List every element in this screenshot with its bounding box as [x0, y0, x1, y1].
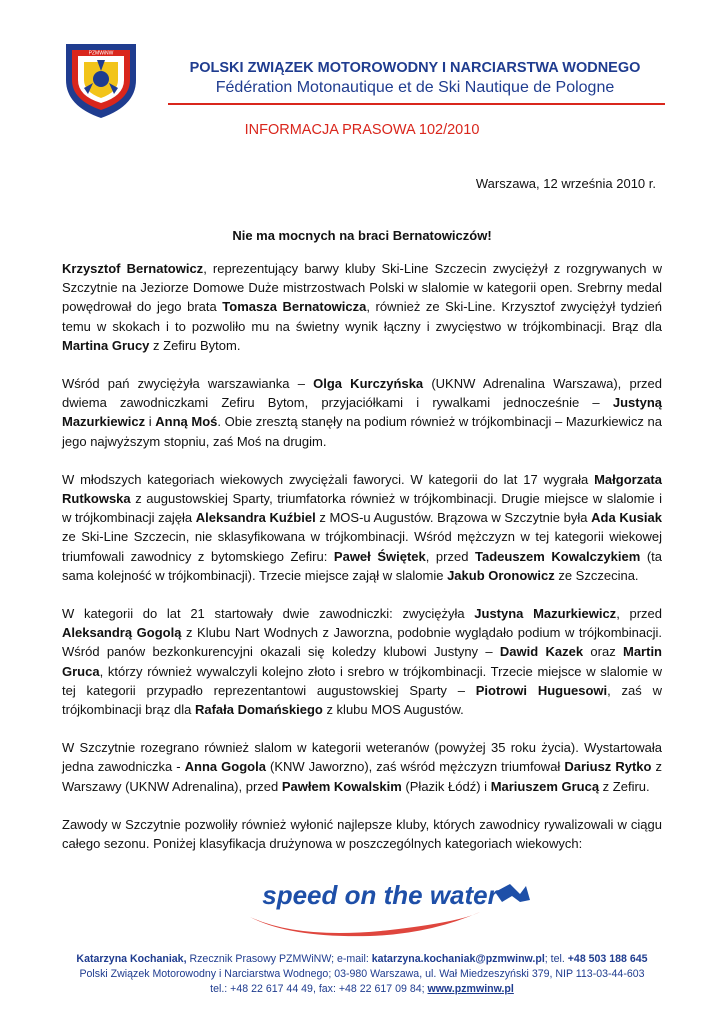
footer-name: Katarzyna Kochaniak,	[76, 953, 187, 965]
footer-tel-label: ; tel.	[544, 953, 568, 965]
paragraph-text: W Szczytnie rozegrano również slalom w kategorii weteranów (powyżej 35 roku życia). Wystartowała jedna zawodniczka -	[62, 740, 662, 775]
paragraph-text: (UKNW Adrenalina Warszawa), przed dwiema zawodniczkami Zefiru Bytom, przyjaciółkami i rywalkami jednocześnie –	[62, 376, 662, 411]
footer-email[interactable]: katarzyna.kochaniak@pzmwinw.pl	[371, 953, 545, 965]
organization-name-pl: POLSKI ZWIĄZEK MOTOROWODNY I NARCIARSTWA WODNEGO	[189, 60, 641, 76]
paragraph-text: (Płazik Łódź) i	[401, 778, 491, 794]
athlete-name: Justyną Mazurkiewicz	[62, 395, 662, 430]
athlete-name: Anna Gogola	[184, 759, 266, 775]
paragraph-text: ze Szczecina.	[554, 567, 639, 583]
athlete-name: Dawid Kazek	[499, 644, 584, 660]
athlete-name: Jakub Oronowicz	[447, 567, 555, 583]
athlete-name: Tomasza Bernatowicza	[222, 299, 367, 315]
athlete-name: Ada Kusiak	[591, 510, 662, 526]
athlete-name: Aleksandra Kuźbiel	[195, 510, 316, 526]
paragraph-text: W kategorii do lat 21 startowały dwie zawodniczki: zwyciężyła	[62, 606, 475, 622]
paragraph-text: , przed	[425, 548, 475, 564]
article-paragraph	[62, 374, 662, 451]
article-body	[62, 259, 662, 872]
paragraph-text: ze Ski-Line Szczecin, nie sklasyfikowana w trójkombinacji. Wśród mężczyzn w tej kategorii wiekowej triumfowali zawodnicy z bytomskiego Zefiru:	[62, 529, 662, 564]
footer-role: Rzecznik Prasowy PZMWiNW; e-mail:	[186, 953, 372, 965]
organization-header	[160, 60, 670, 97]
paragraph-text: i	[145, 414, 156, 430]
paragraph-text: z klubu MOS Augustów.	[322, 702, 464, 718]
footer-phone-line	[0, 982, 724, 997]
footer	[0, 952, 724, 997]
athlete-name: Tadeuszem Kowalczykiem	[475, 548, 641, 564]
paragraph-text: , również ze Ski-Line. Krzysztof zwyciężył tydzień temu w skokach i to pozwoliło mu na świetny wynik łączny i zwycięstwo w trójkombinacji. Brąz dla	[62, 299, 662, 334]
athlete-name: Martin Gruca	[62, 644, 662, 679]
article-paragraph	[62, 738, 662, 796]
paragraph-text: , zaś w trójkombinacji brąz dla	[62, 682, 662, 718]
athlete-name: Dariusz Rytko	[564, 759, 652, 775]
paragraph-text: (ta sama kolejność w trójkombinacji). Trzecie miejsce zajął w slalomie	[62, 548, 662, 583]
paragraph-text: z augustowskiej Sparty, triumfatorka również w trójkombinacji. Drugie miejsce w slalomie i w trójkombinacji zajęła	[62, 491, 662, 526]
paragraph-text: W młodszych kategoriach wiekowych zwyciężali faworyci. W kategorii do lat 17 wygrała	[62, 471, 595, 487]
website-link[interactable]: www.pzmwinw.pl	[427, 983, 514, 995]
athlete-name: Pawłem Kowalskim	[281, 778, 402, 794]
footer-tel: +48 503 188 645	[567, 953, 648, 965]
athlete-name: Paweł Świętek	[333, 548, 426, 564]
paragraph-text: , reprezentujący barwy kluby Ski-Line Szczecin zwyciężył z rozgrywanych w Szczytnie na Jeziorze Domowe Duże mistrzostwach Polski w slalomie w kategorii open. Srebrny medal powędrował do jego brata	[62, 261, 662, 315]
header-divider	[168, 103, 665, 105]
paragraph-text: oraz	[583, 644, 623, 660]
footer-address-line: Polski Związek Motorowodny i Narciarstwa Wodnego; 03-980 Warszawa, ul. Wał Miedzeszyński 379, NIP 113-03-44-603	[79, 968, 645, 980]
dateline: Warszawa, 12 września 2010 r.	[475, 176, 656, 191]
article-headline: Nie ma mocnych na braci Bernatowiczów!	[232, 228, 492, 243]
article-paragraph	[62, 604, 662, 719]
athlete-name: Rafała Domańskiego	[194, 702, 323, 718]
athlete-name: Aleksandrą Gogolą	[62, 625, 182, 641]
paragraph-text: (KNW Jaworzno), zaś wśród mężczyzn triumfował	[265, 759, 565, 775]
athlete-name: Krzysztof Bernatowicz	[62, 261, 204, 276]
athlete-name: Mariuszem Grucą	[490, 778, 600, 794]
footer-phones: tel.: +48 22 617 44 49, fax: +48 22 617 09 84;	[210, 983, 428, 995]
paragraph-text: Zawody w Szczytnie pozwoliły również wyłonić najlepsze kluby, których zawodnicy rywalizowali w ciągu całego sezonu. Poniżej klasyfikacja drużynowa w poszczególnych kategoriach wiekowych:	[62, 816, 662, 852]
paragraph-text: , przed	[616, 606, 663, 622]
paragraph-text: z Klubu Nart Wodnych z Jaworzna, podobnie wyglądało podium w trójkombinacji. Wśród panów bezkonkurencyjni okazali się koledzy klubowi Justyny –	[62, 625, 663, 660]
athlete-name: Małgorzata Rutkowska	[62, 471, 662, 507]
article-paragraph	[62, 470, 662, 585]
article-paragraph	[62, 815, 662, 853]
athlete-name: Anną Moś	[155, 414, 218, 430]
athlete-name: Piotrowi Huguesowi	[475, 682, 608, 698]
press-release-title: INFORMACJA PRASOWA 102/2010	[244, 122, 480, 138]
article-paragraph	[62, 259, 662, 355]
athlete-name: Olga Kurczyńska	[313, 376, 424, 392]
speed-on-the-water-banner	[230, 872, 530, 942]
paragraph-text: z MOS-u Augustów. Brązowa w Szczytnie była	[315, 510, 592, 526]
federation-logo	[62, 40, 140, 120]
paragraph-text: z Zefiru Bytom.	[149, 337, 241, 353]
paragraph-text: Wśród pań zwyciężyła warszawianka –	[62, 376, 314, 392]
logo-text: PZMWiNW	[88, 50, 114, 57]
paragraph-text: z Warszawy (UKNW Adrenalina), przed	[62, 759, 662, 794]
banner-text: speed on the water	[262, 880, 498, 910]
footer-contact-line	[0, 952, 724, 967]
athlete-name: Justyna Mazurkiewicz	[474, 606, 617, 622]
paragraph-text: z Zefiru.	[599, 778, 650, 794]
organization-name-fr: Fédération Motonautique et de Ski Nautique de Pologne	[215, 79, 615, 96]
paragraph-text: . Obie zresztą stanęły na podium również w trójkombinacji – Mazurkiewicz na jego najwyższym stopniu, zaś Moś na drugim.	[62, 414, 662, 449]
athlete-name: Martina Grucy	[62, 337, 150, 353]
paragraph-text: , którzy również wywalczyli kolejno złoto i srebro w trójkombinacji. Trzecie miejsce w slalomie w tej kategorii przypadło reprezentantowi augustowskiej Sparty –	[62, 663, 662, 698]
